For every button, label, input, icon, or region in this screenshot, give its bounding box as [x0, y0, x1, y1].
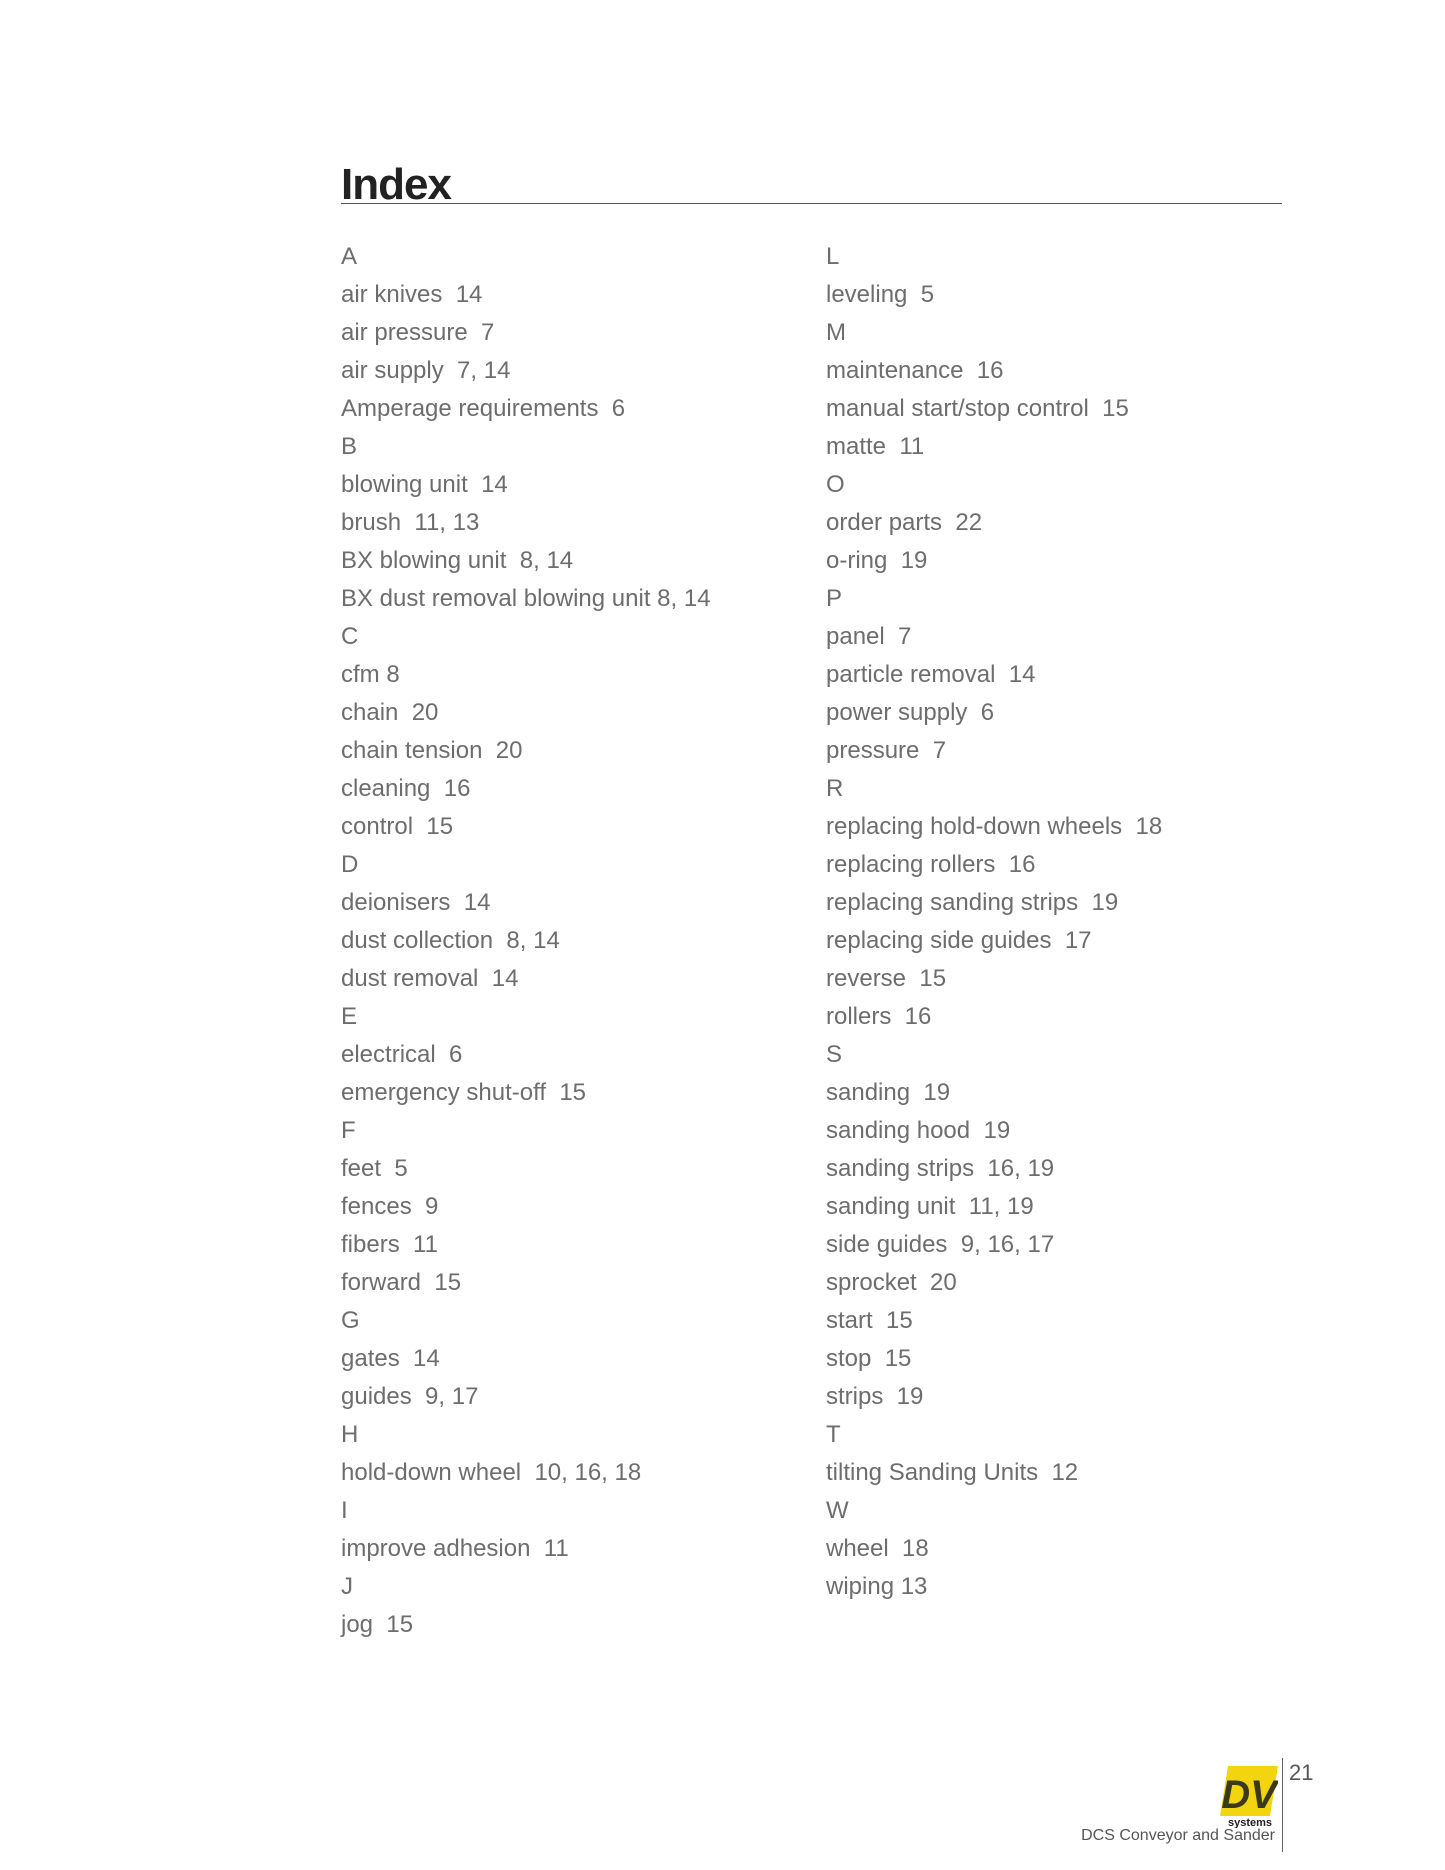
index-entry: tilting Sanding Units 12 — [826, 1459, 1079, 1486]
index-letter-heading: B — [341, 433, 358, 460]
page-title: Index — [341, 160, 451, 209]
index-entry: replacing side guides 17 — [826, 927, 1092, 954]
index-entry: chain tension 20 — [341, 737, 523, 764]
index-entry: air knives 14 — [341, 281, 483, 308]
index-entry: order parts 22 — [826, 509, 983, 536]
index-entry: panel 7 — [826, 623, 912, 650]
index-entry: electrical 6 — [341, 1041, 463, 1068]
logo-text: DV — [1221, 1773, 1277, 1817]
index-entry: feet 5 — [341, 1155, 408, 1182]
index-entry: sanding strips 16, 19 — [826, 1155, 1055, 1182]
index-letter-heading: J — [341, 1573, 353, 1600]
index-entry: o-ring 19 — [826, 547, 928, 574]
index-entry: sanding 19 — [826, 1079, 951, 1106]
index-letter-heading: O — [826, 471, 845, 498]
index-entry: control 15 — [341, 813, 454, 840]
index-entry: wiping 13 — [826, 1573, 928, 1600]
index-entry: reverse 15 — [826, 965, 947, 992]
index-letter-heading: D — [341, 851, 359, 878]
index-entry: air supply 7, 14 — [341, 357, 511, 384]
index-entry: dust collection 8, 14 — [341, 927, 560, 954]
index-entry: manual start/stop control 15 — [826, 395, 1129, 422]
index-letter-heading: T — [826, 1421, 841, 1448]
index-column-left — [341, 238, 711, 1644]
index-entry: improve adhesion 11 — [341, 1535, 569, 1562]
index-entry: emergency shut-off 15 — [341, 1079, 587, 1106]
index-entry: gates 14 — [341, 1345, 440, 1372]
index-entry: forward 15 — [341, 1269, 462, 1296]
index-letter-heading: L — [826, 243, 840, 270]
index-entry: Amperage requirements 6 — [341, 395, 626, 422]
index-column-right — [826, 238, 1162, 1606]
index-letter-heading: R — [826, 775, 844, 802]
index-entry: maintenance 16 — [826, 357, 1004, 384]
index-entry: replacing rollers 16 — [826, 851, 1036, 878]
index-letter-heading: A — [341, 243, 358, 270]
dv-systems-logo — [1220, 1764, 1278, 1828]
index-letter-heading: M — [826, 319, 846, 346]
title-underline — [341, 203, 1282, 204]
index-entry: brush 11, 13 — [341, 509, 480, 536]
index-entry: replacing hold-down wheels 18 — [826, 813, 1163, 840]
index-letter-heading: I — [341, 1497, 348, 1524]
index-letter-heading: S — [826, 1041, 843, 1068]
index-entry: BX blowing unit 8, 14 — [341, 547, 574, 574]
index-entry: power supply 6 — [826, 699, 995, 726]
index-entry: hold-down wheel 10, 16, 18 — [341, 1459, 642, 1486]
index-letter-heading: F — [341, 1117, 356, 1144]
index-entry: strips 19 — [826, 1383, 924, 1410]
index-entry: air pressure 7 — [341, 319, 495, 346]
footer-divider — [1282, 1758, 1283, 1852]
index-letter-heading: C — [341, 623, 359, 650]
index-letter-heading: H — [341, 1421, 359, 1448]
index-letter-heading: E — [341, 1003, 358, 1030]
index-entry: guides 9, 17 — [341, 1383, 479, 1410]
index-entry: start 15 — [826, 1307, 913, 1334]
index-entry: wheel 18 — [826, 1535, 929, 1562]
index-entry: chain 20 — [341, 699, 439, 726]
index-entry: jog 15 — [341, 1611, 414, 1638]
index-entry: matte 11 — [826, 433, 925, 460]
index-entry: side guides 9, 16, 17 — [826, 1231, 1055, 1258]
logo-subtext: systems — [1227, 1817, 1273, 1828]
index-entry: BX dust removal blowing unit 8, 14 — [341, 585, 711, 612]
index-entry: sanding unit 11, 19 — [826, 1193, 1034, 1220]
index-letter-heading: W — [826, 1497, 849, 1524]
footer-caption: DCS Conveyor and Sander — [1081, 1827, 1275, 1844]
index-entry: blowing unit 14 — [341, 471, 508, 498]
index-entry: dust removal 14 — [341, 965, 519, 992]
index-entry: deionisers 14 — [341, 889, 491, 916]
index-entry: fences 9 — [341, 1193, 439, 1220]
page-number: 21 — [1289, 1760, 1314, 1785]
index-entry: cleaning 16 — [341, 775, 471, 802]
index-entry: pressure 7 — [826, 737, 947, 764]
index-entry: cfm 8 — [341, 661, 400, 688]
index-entry: leveling 5 — [826, 281, 935, 308]
index-entry: particle removal 14 — [826, 661, 1036, 688]
index-entry: stop 15 — [826, 1345, 912, 1372]
index-letter-heading: P — [826, 585, 843, 612]
index-entry: replacing sanding strips 19 — [826, 889, 1119, 916]
index-entry: rollers 16 — [826, 1003, 932, 1030]
index-letter-heading: G — [341, 1307, 360, 1334]
index-entry: fibers 11 — [341, 1231, 438, 1258]
index-entry: sanding hood 19 — [826, 1117, 1011, 1144]
index-entry: sprocket 20 — [826, 1269, 957, 1296]
